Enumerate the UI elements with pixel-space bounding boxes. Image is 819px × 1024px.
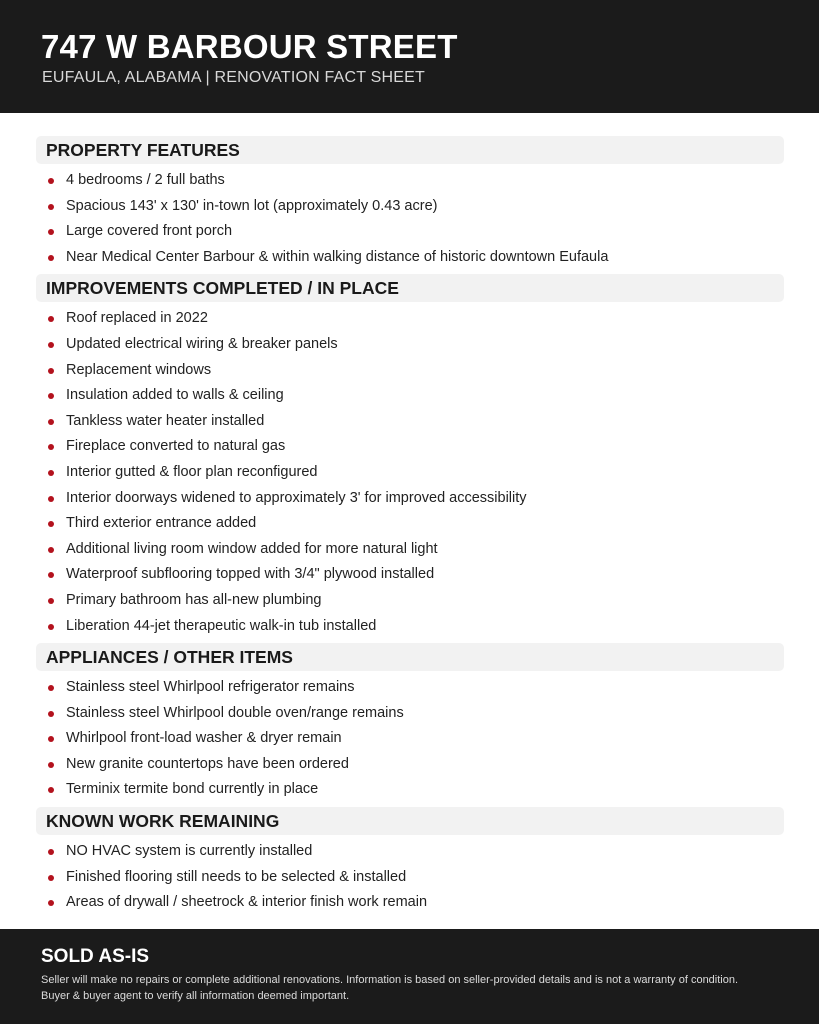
list-item-text: Large covered front porch (66, 223, 233, 240)
list-item-text: New granite countertops have been ordered (66, 755, 349, 772)
bullet-dot-icon (48, 393, 54, 399)
bullet-list (36, 671, 784, 807)
list-item (36, 675, 784, 701)
list-item (36, 434, 784, 460)
list-item (36, 409, 784, 435)
bullet-dot-icon (48, 572, 54, 578)
fact-sheet-content (36, 136, 784, 920)
bullet-dot-icon (48, 598, 54, 604)
bullet-dot-icon (48, 470, 54, 476)
section-improvements (36, 274, 784, 643)
list-item (36, 511, 784, 537)
bullet-dot-icon (48, 900, 54, 906)
list-item (36, 194, 784, 220)
page-header (0, 0, 819, 113)
section-property-features (36, 136, 784, 274)
list-item-text: NO HVAC system is currently installed (66, 843, 313, 860)
page-footer (0, 929, 819, 1024)
list-item (36, 614, 784, 640)
footer-title: SOLD AS-IS (41, 946, 150, 967)
list-item-text: Insulation added to walls & ceiling (66, 387, 284, 404)
bullet-dot-icon (48, 496, 54, 502)
bullet-dot-icon (48, 521, 54, 527)
list-item-text: Stainless steel Whirlpool double oven/range remains (66, 704, 404, 721)
section-work-remaining (36, 807, 784, 920)
section-heading: KNOWN WORK REMAINING (36, 807, 784, 835)
bullet-dot-icon (48, 178, 54, 184)
list-item (36, 460, 784, 486)
list-item-text: Additional living room window added for more natural light (66, 540, 438, 557)
footer-disclaimer: Seller will make no repairs or complete additional renovations. Information is based on seller-provided details and is not a warranty of condition. Buyer & buyer agent to verify all information deemed important. (41, 974, 739, 1002)
bullet-dot-icon (48, 229, 54, 235)
bullet-dot-icon (48, 204, 54, 210)
list-item-text: Areas of drywall / sheetrock & interior finish work remain (66, 894, 428, 911)
list-item-text: Finished flooring still needs to be selected & installed (66, 868, 407, 885)
section-appliances (36, 643, 784, 807)
list-item-text: Tankless water heater installed (66, 412, 265, 429)
list-item-text: Spacious 143' x 130' in-town lot (approximately 0.43 acre) (66, 197, 438, 214)
bullet-list (36, 302, 784, 643)
list-item-text: Terminix termite bond currently in place (66, 781, 319, 798)
list-item (36, 777, 784, 803)
list-item (36, 839, 784, 865)
section-heading: IMPROVEMENTS COMPLETED / IN PLACE (36, 274, 784, 302)
list-item (36, 726, 784, 752)
list-item-text: Roof replaced in 2022 (66, 310, 208, 327)
bullet-dot-icon (48, 875, 54, 881)
list-item (36, 219, 784, 245)
list-item (36, 752, 784, 778)
bullet-dot-icon (48, 624, 54, 630)
list-item-text: Liberation 44-jet therapeutic walk-in tub installed (66, 617, 377, 634)
list-item-text: Interior doorways widened to approximately 3' for improved accessibility (66, 489, 527, 506)
list-item (36, 890, 784, 916)
list-item (36, 701, 784, 727)
bullet-dot-icon (48, 849, 54, 855)
bullet-dot-icon (48, 762, 54, 768)
list-item-text: Replacement windows (66, 361, 212, 378)
list-item (36, 537, 784, 563)
list-item (36, 306, 784, 332)
bullet-dot-icon (48, 255, 54, 261)
bullet-dot-icon (48, 685, 54, 691)
list-item-text: Near Medical Center Barbour & within walking distance of historic downtown Eufaula (66, 248, 609, 265)
list-item-text: 4 bedrooms / 2 full baths (66, 172, 225, 188)
list-item-text: Fireplace converted to natural gas (66, 438, 286, 455)
list-item (36, 358, 784, 384)
list-item (36, 245, 784, 271)
list-item (36, 865, 784, 891)
list-item-text: Primary bathroom has all-new plumbing (66, 591, 322, 608)
bullet-dot-icon (48, 547, 54, 553)
page-subtitle: EUFAULA, ALABAMA | RENOVATION FACT SHEET (42, 69, 425, 86)
section-heading: APPLIANCES / OTHER ITEMS (36, 643, 784, 671)
list-item (36, 588, 784, 614)
bullet-list (36, 164, 784, 274)
bullet-dot-icon (48, 736, 54, 742)
bullet-dot-icon (48, 342, 54, 348)
bullet-list (36, 835, 784, 920)
list-item-text: Whirlpool front-load washer & dryer remain (66, 730, 342, 747)
list-item (36, 332, 784, 358)
bullet-dot-icon (48, 787, 54, 793)
list-item-text: Stainless steel Whirlpool refrigerator remains (66, 679, 355, 696)
list-item (36, 562, 784, 588)
bullet-dot-icon (48, 711, 54, 717)
page-title: 747 W BARBOUR STREET (41, 28, 458, 65)
bullet-dot-icon (48, 368, 54, 374)
list-item (36, 383, 784, 409)
list-item (36, 486, 784, 512)
section-heading: PROPERTY FEATURES (36, 136, 784, 164)
bullet-dot-icon (48, 444, 54, 450)
list-item (36, 168, 784, 194)
list-item-text: Waterproof subflooring topped with 3/4" plywood installed (66, 566, 435, 583)
list-item-text: Updated electrical wiring & breaker panels (66, 335, 338, 352)
list-item-text: Third exterior entrance added (66, 515, 257, 532)
list-item-text: Interior gutted & floor plan reconfigured (66, 463, 318, 480)
bullet-dot-icon (48, 316, 54, 322)
bullet-dot-icon (48, 419, 54, 425)
